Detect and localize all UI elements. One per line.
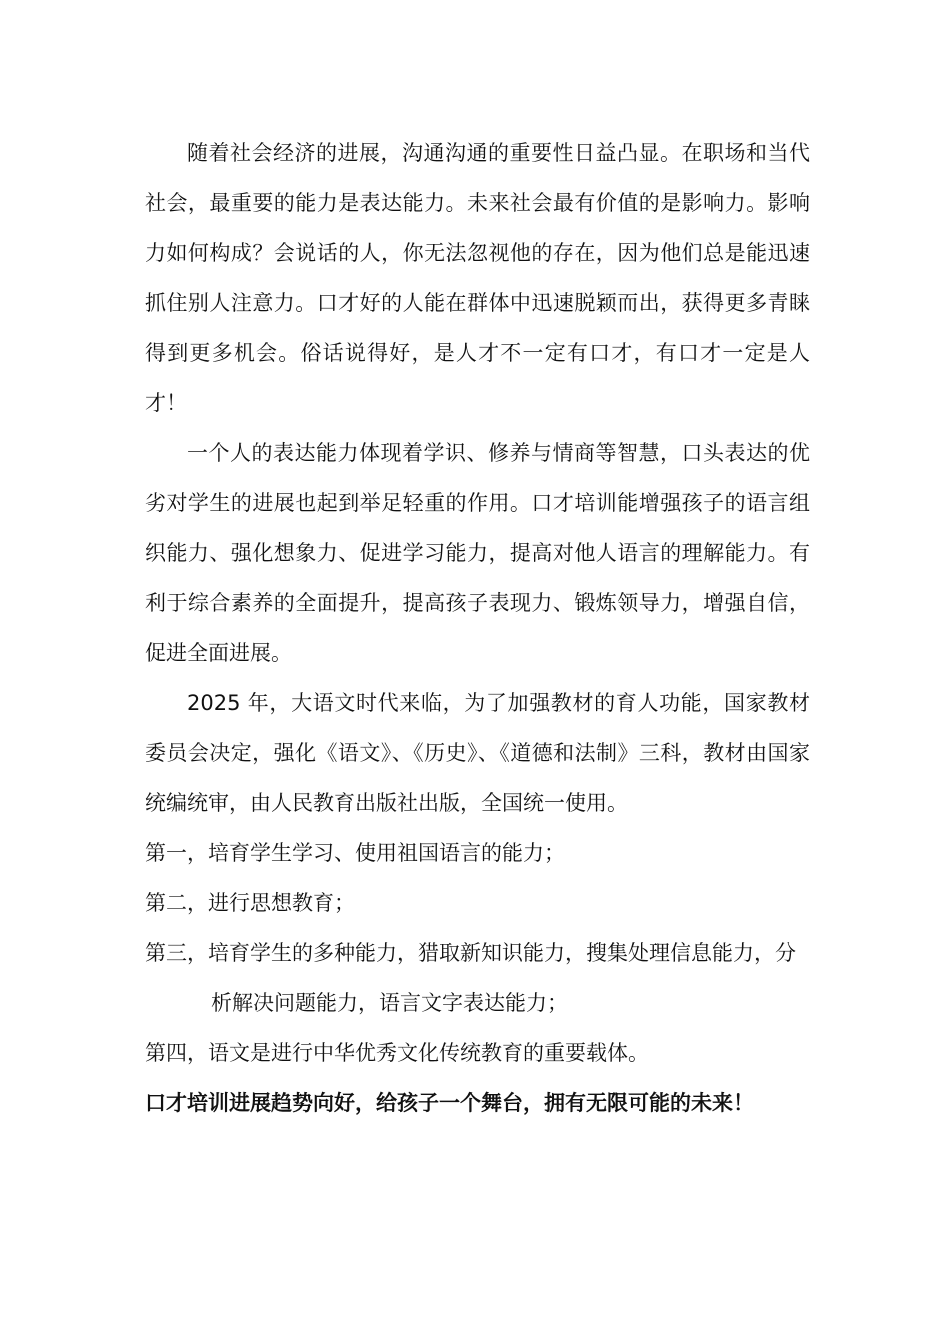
paragraph-textbook-policy: 2025 年，大语文时代来临，为了加强教材的育人功能，国家教材委员会决定，强化《语文》、《历史》、《道德和法制》三科，教材由国家统编统审，由人民教育出版社出版，全国统一使用。: [145, 691, 810, 815]
list-item-fourth: 第四，语文是进行中华优秀文化传统教育的重要载体。: [145, 1041, 649, 1065]
list-item-third: 第三，培育学生的多种能力，猎取新知识能力，搜集处理信息能力，分析解决问题能力，语言文字表达能力；: [145, 941, 796, 1015]
list-item-first: 第一，培育学生学习、使用祖国语言的能力；: [145, 841, 565, 865]
closing-statement: 口才培训进展趋势向好，给孩子一个舞台，拥有无限可能的未来！: [145, 1091, 754, 1115]
paragraph-communication-importance: 随着社会经济的进展，沟通沟通的重要性日益凸显。在职场和当代社会，最重要的能力是表达能力。未来社会最有价值的是影响力。影响力如何构成？会说话的人，你无法忽视他的存在，因为他们总是能迅速抓住别人注意力。口才好的人能在群体中迅速脱颖而出，获得更多青睐得到更多机会。俗话说得好，是人才不一定有口才，有口才一定是人才！: [145, 141, 810, 415]
paragraph-expression-ability: 一个人的表达能力体现着学识、修养与情商等智慧，口头表达的优劣对学生的进展也起到举足轻重的作用。口才培训能增强孩子的语言组织能力、强化想象力、促进学习能力，提高对他人语言的理解能力。有利于综合素养的全面提升，提高孩子表现力、锻炼领导力，增强自信，促进全面进展。: [145, 441, 810, 665]
list-item-second: 第二，进行思想教育；: [145, 891, 355, 915]
document-body: [145, 128, 810, 1128]
